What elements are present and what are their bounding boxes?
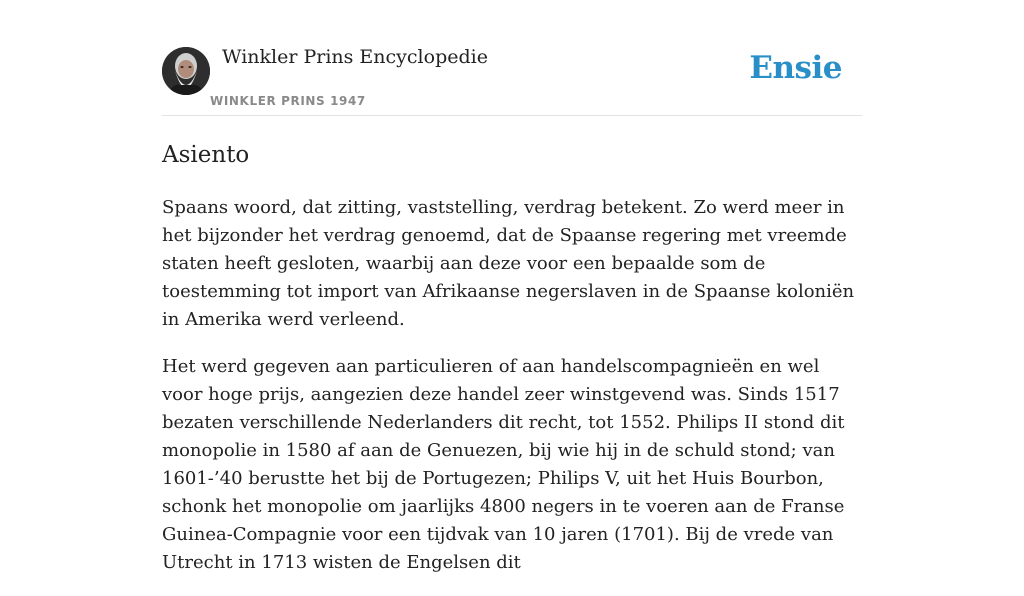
author-portrait-icon[interactable]: [162, 47, 210, 95]
article-title: Asiento: [162, 142, 250, 168]
article-paragraph: Het werd gegeven aan particulieren of aan handelscompagnieën en wel voor hoge prijs, aangezien deze handel zeer winstgevend was. Sinds 1517 bezaten verschillende Nederlanders dit recht, tot 1552. Philips II stond dit monopolie in 1580 af aan de Genuezen, bij wie hij in de schuld stond; van 1601-’40 berustte het bij de Portugezen; Philips V, uit het Huis Bourbon, schonk het monopolie om jaarlijks 4800 negers in te voeren aan de Franse Guinea-Compagnie voor een tijdvak van 10 jaren (1701). Bij de vrede van Utrecht in 1713 wisten de Engelsen dit: [162, 356, 845, 573]
source-title-link[interactable]: Winkler Prins Encyclopedie: [222, 46, 488, 68]
article-body: [162, 194, 862, 577]
source-subtitle: WINKLER PRINS 1947: [210, 94, 366, 108]
header: [162, 0, 862, 116]
article-paragraph: Spaans woord, dat zitting, vaststelling, verdrag betekent. Zo werd meer in het bijzonder het verdrag genoemd, dat de Spaanse regering met vreemde staten heeft gesloten, waarbij aan deze voor een bepaalde som de toestemming tot import van Afrikaanse negerslaven in de Spaanse koloniën in Amerika werd verleend.: [162, 197, 855, 330]
page-container: [162, 0, 862, 596]
brand-logo-link[interactable]: Ensie: [749, 50, 842, 86]
